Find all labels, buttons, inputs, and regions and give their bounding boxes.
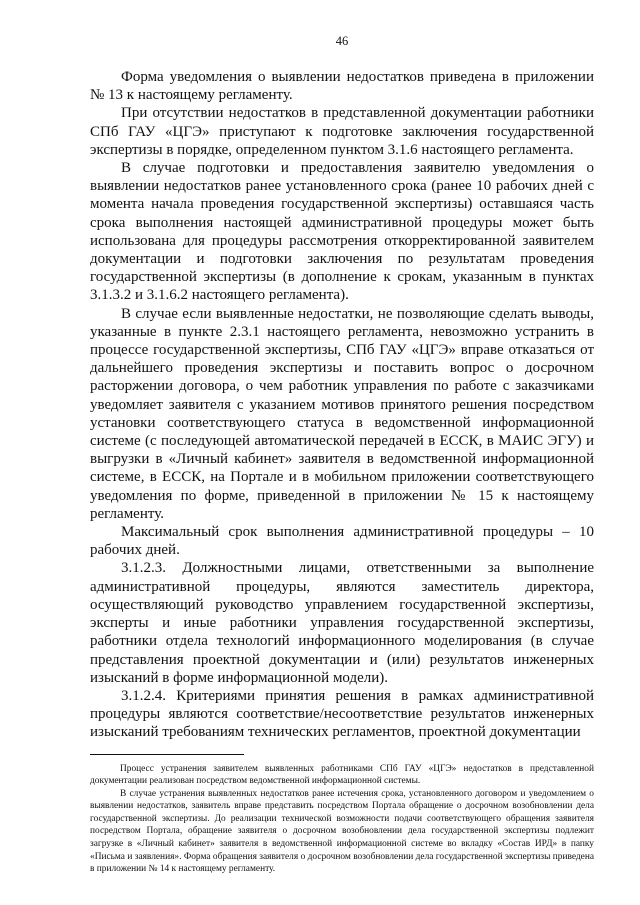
footnote-1: Процесс устранения заявителем выявленных работниками СПб ГАУ «ЦГЭ» недостатков в представленной документации реализован посредством ведомственной информационной системы.	[90, 763, 594, 787]
paragraph-3-1-2-4: 3.1.2.4. Критериями принятия решения в рамках административной процедуры являются соответствие/несоответствие результатов инженерных изысканий требованиям технических регламентов, проектной документации	[90, 687, 594, 741]
paragraph-early-notice: В случае подготовки и предоставления заявителю уведомления о выявлении недостатков ранее установленного срока (ранее 10 рабочих дней с момента начала проведения государственной экспертизы) оставшаяся часть срока выполнения настоящей административной процедуры может быть использована для процедуры рассмотрения откорректированной заявителем документации и подготовки заключения по результатам проведения государственной экспертизы (в дополнение к срокам, указанным в пунктах 3.1.3.2 и 3.1.6.2 настоящего регламента).	[90, 160, 594, 304]
paragraph-unfixable-defects: В случае если выявленные недостатки, не позволяющие сделать выводы, указанные в пункте 2.3.1 настоящего регламента, невозможно устранить в процессе государственной экспертизы, СПб ГАУ «ЦГЭ» вправе отказаться от дальнейшего проведения экспертизы и поставить вопрос о досрочном расторжении договора, о чем работник управления по работе с заказчиками уведомляет заявителя с указанием мотивов принятого решения посредством установки соответствующего статуса в ведомственной информационной системе (с последующей автоматической передачей в ЕССК, в МАИС ЭГУ) и выгрузки в «Личный кабинет» заявителя в ведомственной информационной системе, в ЕССК, на Портале и в мобильном приложении соответствующего уведомления по форме, приведенной в приложении № 15 к настоящему регламенту.	[90, 305, 594, 522]
footnote-divider	[90, 754, 244, 755]
paragraph-3-1-2-3: 3.1.2.3. Должностными лицами, ответственными за выполнение административной процедуры, являются заместитель директора, осуществляющий руководство управлением государственной экспертизы, эксперты и иные работники управления государственной экспертизы, работники отдела технологий информационного моделирования (в случае представления проектной документации и (или) результатов инженерных изысканий в форме информационной модели).	[90, 560, 594, 686]
footnotes	[90, 763, 594, 876]
paragraph-max-term: Максимальный срок выполнения административной процедуры – 10 рабочих дней.	[90, 524, 594, 559]
paragraph-notice-form: Форма уведомления о выявлении недостатков приведена в приложении № 13 к настоящему регламенту.	[90, 69, 594, 104]
page-number: 46	[335, 34, 349, 48]
footnote-2: В случае устранения выявленных недостатков ранее истечения срока, установленного договором и уведомлением о выявлении недостатков, заявитель вправе представить посредством Портала обращение о досрочном возобновлении дела государственной экспертизы. До реализации технической возможности подачи соответствующего обращения заявителя посредством Портала, обращение заявителя о досрочном возобновлении дела государственной экспертизы подлежит загрузке в «Личный кабинет» заявителя в ведомственной информационной системе во вкладку «Состав ИРД» в папку «Письма и заявления». Форма обращения заявителя о досрочном возобновлении дела государственной экспертизы приведена в приложении № 14 к настоящему регламенту.	[90, 788, 594, 875]
paragraph-no-defects: При отсутствии недостатков в представленной документации работники СПб ГАУ «ЦГЭ» приступают к подготовке заключения государственной экспертизы в порядке, определенном пунктом 3.1.6 настоящего регламента.	[90, 105, 594, 158]
body-text	[90, 68, 594, 742]
